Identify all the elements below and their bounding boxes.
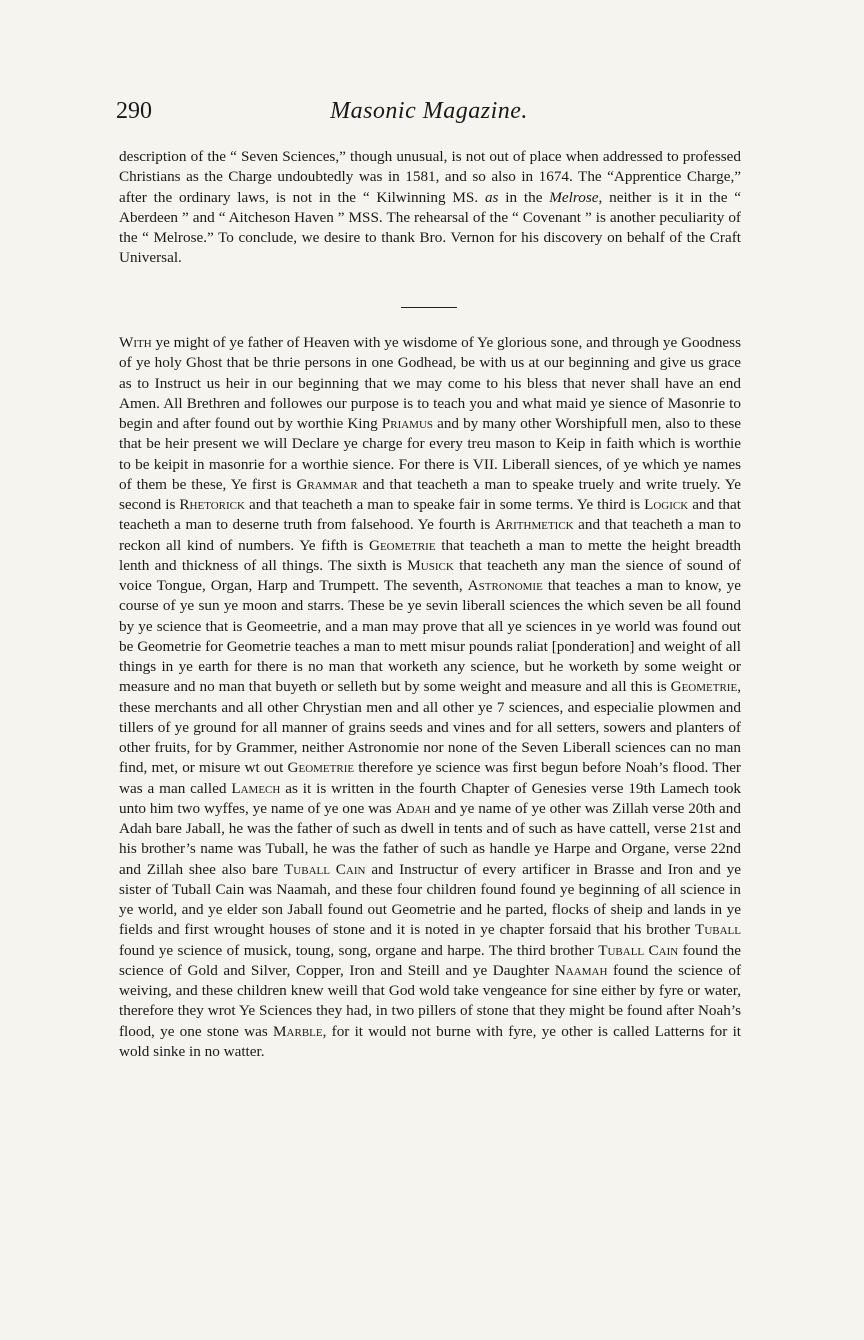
text-run: therefore ye science was first begun before Noah’s flood. Ther was a man called [119,759,741,797]
text-run: description of the “ Seven Sciences,” though unusual, is not out of place when addressed to professed Christians as the Charge undoubtedly was in 1581, and so also in 1674. The “Apprentice Charge,” after the ordinary laws, is not in the “ Kilwinning MS. [119,148,741,206]
emphasis-text: as [484,188,499,206]
emphasis-text: Grammar [296,475,358,493]
page-header [116,98,742,138]
emphasis-text: Rhetorick [179,496,245,513]
emphasis-text: Tuball [695,921,741,939]
emphasis-text: Astronomie [467,577,543,594]
text-run: that teaches a man to know, ye course of ye sun ye moon and starrs. These be ye sevin liberall sciences the which seven be all found by ye science that is Geomeetrie, and a man may prove that all ye sciences in ye world was found out be Geometrie for Geometrie teaches a man to mett misur pounds raliat [ponderation] and weight of all things in ye earth for there is no man that worketh any science, but he worketh by some weight or measure and no man that buyeth or selleth but by some weight and measure and all this is [119,577,741,696]
text-run: found the science of Gold and Silver, Copper, Iron and Steill and ye Daughter [119,941,741,979]
section-divider [401,307,457,308]
emphasis-text: Priamus [381,415,434,432]
emphasis-text: Melrose [549,188,599,206]
text-run: found ye science of musick, toung, song, organe and harpe. The third brother [119,941,599,959]
emphasis-text: Logick [644,496,689,513]
text-run: ye might of ye father of Heaven with ye wisdome of Ye glorious sone, and through ye Goodness of ye holy Ghost that be thrie persons in one Godhead, be with us at our beginning and give us grace as to Instruct us heir in our beginning that we may come to his bless that never shall have an end Amen. All Brethren and followes our purpose is to teach you and what maid ye sience of Masonrie to begin and after found out by worthie King [119,334,741,432]
text-run: found the science of weiving, and these children knew weill that God wold take vengeance for sine either by fyre or water, therefore they wrot Ye Sciences they had, in two pillers of stone that they might be found after Noah’s flood, ye one stone was [119,961,741,1040]
running-head-title: Masonic Magazine. [330,98,528,124]
emphasis-text: Adah [395,799,431,817]
intro-paragraph [119,147,741,269]
text-run: , neither is it in the “ Aberdeen ” and “ Aitcheson Haven ” MSS. The rehearsal of the “ Covenant ” is another peculiarity of the “ Melrose.” To conclude, we desire to thank Bro. Vernon for his discovery on behalf of the Craft Universal. [119,188,742,267]
text-run: and that teacheth a man to speake truely and write truely. Ye second is [119,475,742,513]
text-run: and Instructur of every artificer in Brasse and Iron and ye sister of Tuball Cain was Naamah, and these four children found found ye beginning of all science in ye world, and ye elder son Jaball found out Geometrie and he parted, flocks of sheip and lands in ye fields and first wrought houses of stone and it is noted in ye chapter forsaid that his brother [119,860,741,939]
page-number: 290 [116,98,152,124]
text-run: and by many other Worshipfull men, also to these that be heir present we will Declare ye charge for every treu mason to Keip in faith which is worthie to be keipit in masonrie for a worthie sience. For there is VII. Liberall siences, of ye which ye names of them be these, Ye first is [119,415,741,493]
emphasis-text: Geometrie [287,759,355,777]
emphasis-text: Naamah [554,961,608,979]
emphasis-text: Arithmetick [494,516,574,534]
emphasis-text: Marble [273,1022,323,1040]
text-run: and that teacheth a man to reckon all kind of numbers. Ye fifth is [119,516,741,554]
emphasis-text: With [119,334,152,351]
emphasis-text: Lamech [231,779,281,797]
text-run: that teacheth a man to mette the height breadth lenth and thickness of all things. The sixth is [119,536,742,574]
text-run: and that teacheth a man to deserne truth from falsehood. Ye fourth is [119,496,741,534]
emphasis-text: Tuball Cain [598,941,679,959]
text-run: that teacheth any man the sience of sound of voice Tongue, Organ, Harp and Trumpett. The seventh, [119,556,741,594]
charge-text-paragraph [119,333,741,1062]
text-run: in the [498,188,550,206]
emphasis-text: Musick [407,556,454,574]
text-run: , for it would not burne with fyre, ye other is called Latterns for it wold sinke in no watter. [119,1022,742,1060]
text-run: as it is written in the fourth Chapter of Genesies verse 19th Lamech took unto him two wyffes, ye name of ye one was [119,779,742,817]
text-run: and ye name of ye other was Zillah verse 20th and Adah bare Jaball, he was the father of such as dwell in tents and of such as have cattell, verse 21st and his brother’s name was Tuball, he was the father of such as handle ye Harpe and Organe, verse 22nd and Zillah shee also bare [119,799,741,878]
emphasis-text: Geometrie [369,536,436,554]
text-run: and that teacheth a man to speake fair in some terms. Ye third is [244,496,645,513]
emphasis-text: Geometrie [670,678,738,696]
text-run: , these merchants and all other Chrystian men and all other ye 7 sciences, and especialie plowmen and tillers of ye ground for all manner of grains seeds and vines and for all setters, sowers and planters of other fruits, for by Grammer, neither Astronomie nor none of the Seven Liberall sciences can no man find, met, or misure wt out [119,678,741,777]
emphasis-text: Tuball Cain [284,860,366,878]
